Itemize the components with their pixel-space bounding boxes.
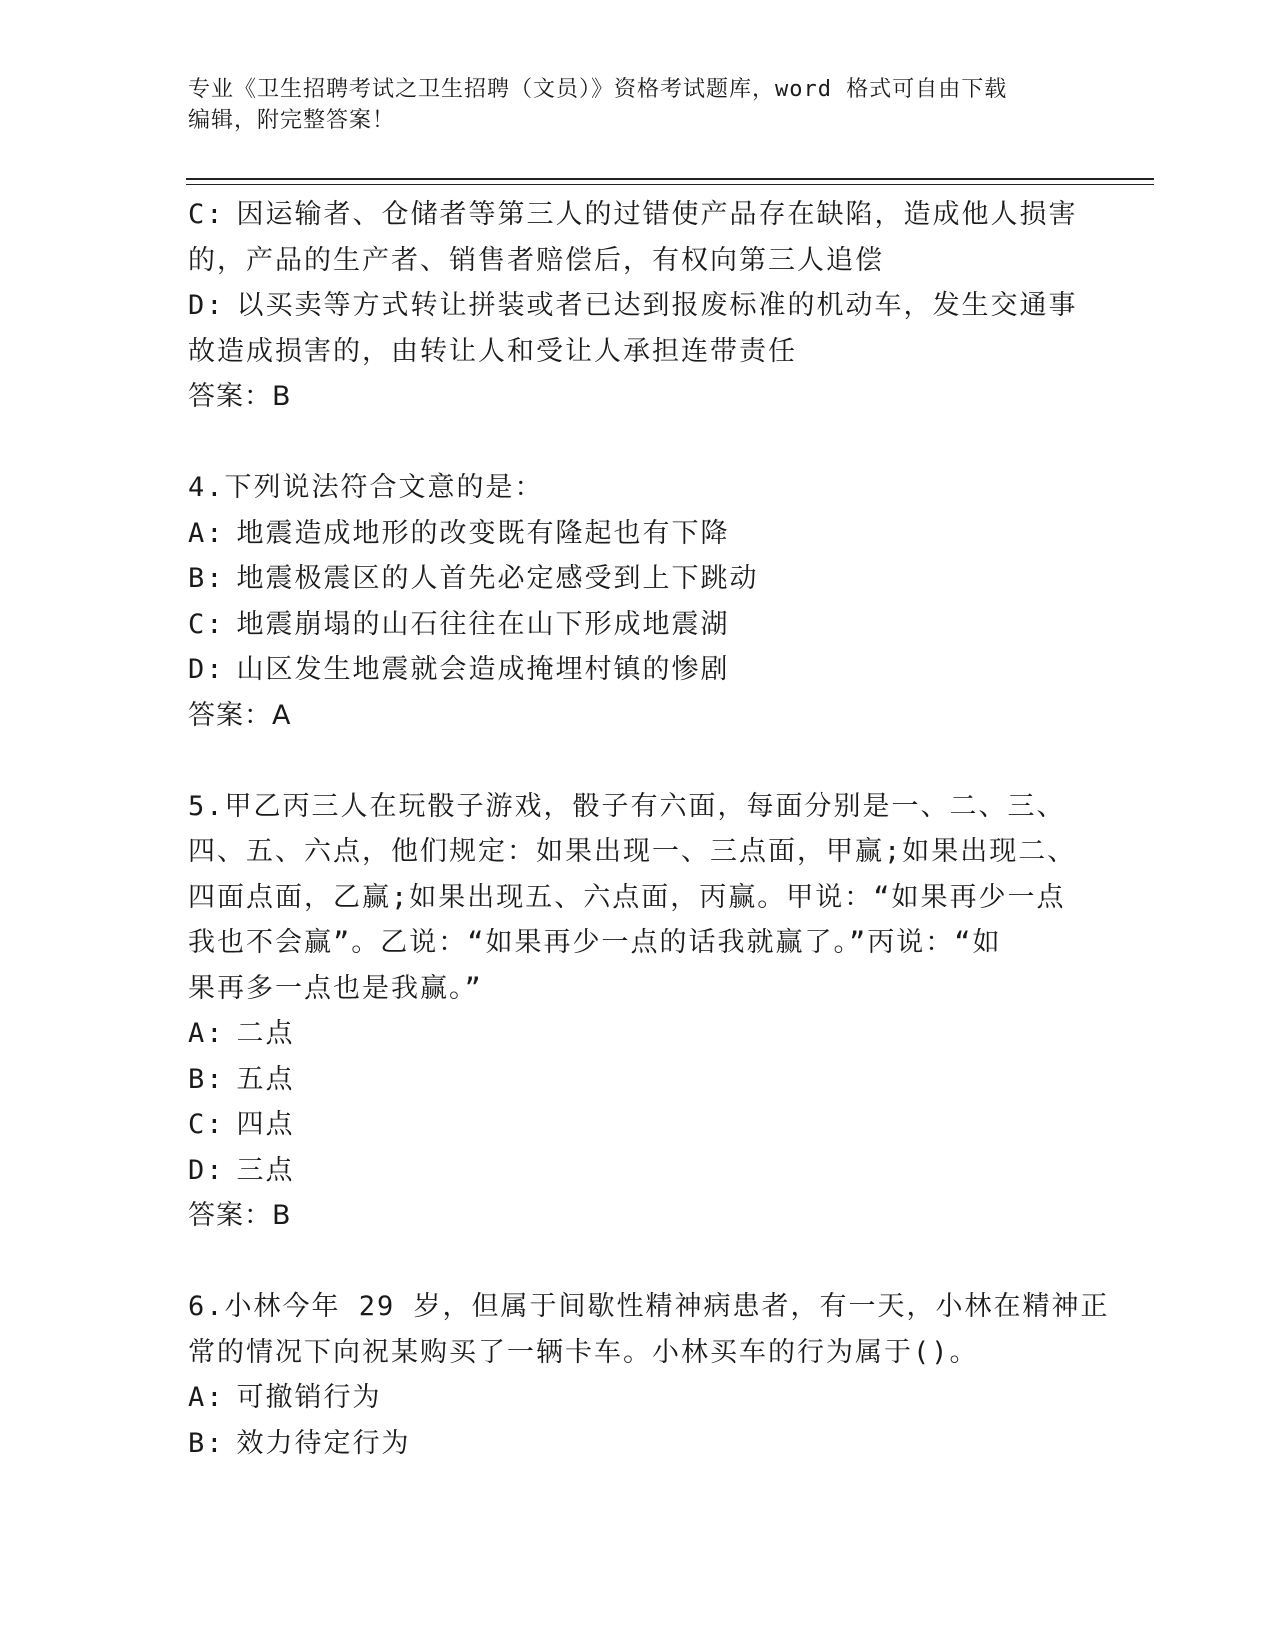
header-line-1: 专业《卫生招聘考试之卫生招聘（文员）》资格考试题库，word 格式可自由下载 (188, 77, 1008, 102)
option-c-continuation: 的，产品的生产者、销售者赔偿后，有权向第三人追偿 (188, 244, 884, 276)
question-stem-line: 四、五、六点，他们规定：如果出现一、三点面，甲赢;如果出现二、 (188, 836, 1077, 867)
answer: 答案：A (188, 699, 292, 731)
option-text: 地震造成地形的改变既有隆起也有下降 (236, 517, 730, 549)
option-label: D: (188, 1154, 225, 1186)
document-header (188, 74, 1068, 136)
header-line-2: 编辑，附完整答案！ (188, 108, 396, 133)
answer: 答案：B (188, 1200, 292, 1231)
option-a (188, 1375, 1088, 1421)
question-stem-line: 6.小林今年 29 岁，但属于间歇性精神病患者，有一天，小林在精神正 (188, 1291, 1110, 1322)
option-d (188, 647, 1088, 693)
option-text: 二点 (236, 1018, 295, 1049)
question-3-tail (188, 192, 1088, 420)
document-body (188, 192, 1110, 1466)
option-c (188, 1102, 1088, 1148)
header-divider-thick (186, 178, 1154, 180)
option-label: B: (188, 1427, 225, 1459)
option-label: C: (188, 608, 225, 640)
option-text: 五点 (236, 1063, 295, 1095)
option-label: A: (188, 1018, 225, 1049)
option-d-continuation: 故造成损害的，由转让人和受让人承担连带责任 (188, 335, 797, 367)
option-label: B: (188, 563, 225, 594)
question-stem-line: 5.甲乙丙三人在玩骰子游戏，骰子有六面，每面分别是一、二、三、 (188, 790, 1066, 822)
spacer (188, 420, 1088, 466)
option-a (188, 511, 1088, 557)
question-5 (188, 784, 1088, 1239)
question-stem-line: 我也不会赢”。乙说：“如果再少一点的话我就赢了。”丙说：“如 (188, 927, 1002, 958)
option-text: 因运输者、仓储者等第三人的过错使产品存在缺陷，造成他人损害 (236, 199, 1078, 230)
option-b (188, 556, 1088, 602)
option-text: 山区发生地震就会造成掩埋村镇的惨剧 (236, 654, 730, 685)
question-stem-line: 四面点面，乙赢;如果出现五、六点面，丙赢。甲说：“如果再少一点 (188, 881, 1066, 913)
option-label: D: (188, 654, 225, 685)
option-text: 四点 (236, 1109, 295, 1140)
spacer (188, 738, 1088, 784)
option-label: C: (188, 199, 225, 230)
option-label: C: (188, 1109, 225, 1140)
option-label: B: (188, 1063, 225, 1095)
question-stem-line: 常的情况下向祝某购买了一辆卡车。小林买车的行为属于()。 (188, 1336, 979, 1368)
option-b (188, 1057, 1088, 1103)
option-c (188, 192, 1088, 238)
question-stem-line: 果再多一点也是我赢。” (188, 972, 483, 1004)
option-text: 地震崩塌的山石往往在山下形成地震湖 (236, 608, 730, 640)
option-label: A: (188, 517, 225, 549)
option-label: D: (188, 290, 225, 321)
option-c (188, 602, 1088, 648)
header-divider-thin (186, 184, 1154, 185)
option-label: A: (188, 1382, 225, 1413)
question-6 (188, 1284, 1110, 1466)
option-a (188, 1011, 1088, 1057)
question-stem: 4.下列说法符合文意的是： (188, 472, 544, 503)
option-text: 三点 (236, 1154, 295, 1186)
option-text: 以买卖等方式转让拼装或者已达到报废标准的机动车，发生交通事 (236, 290, 1078, 321)
option-b (188, 1421, 1088, 1467)
option-text: 效力待定行为 (236, 1427, 411, 1459)
option-d (188, 1148, 1088, 1194)
question-4 (188, 465, 1088, 738)
spacer (188, 1239, 1088, 1285)
option-text: 可撤销行为 (236, 1382, 382, 1413)
option-text: 地震极震区的人首先必定感受到上下跳动 (236, 563, 759, 594)
answer: 答案：B (188, 381, 292, 412)
option-d (188, 283, 1088, 329)
